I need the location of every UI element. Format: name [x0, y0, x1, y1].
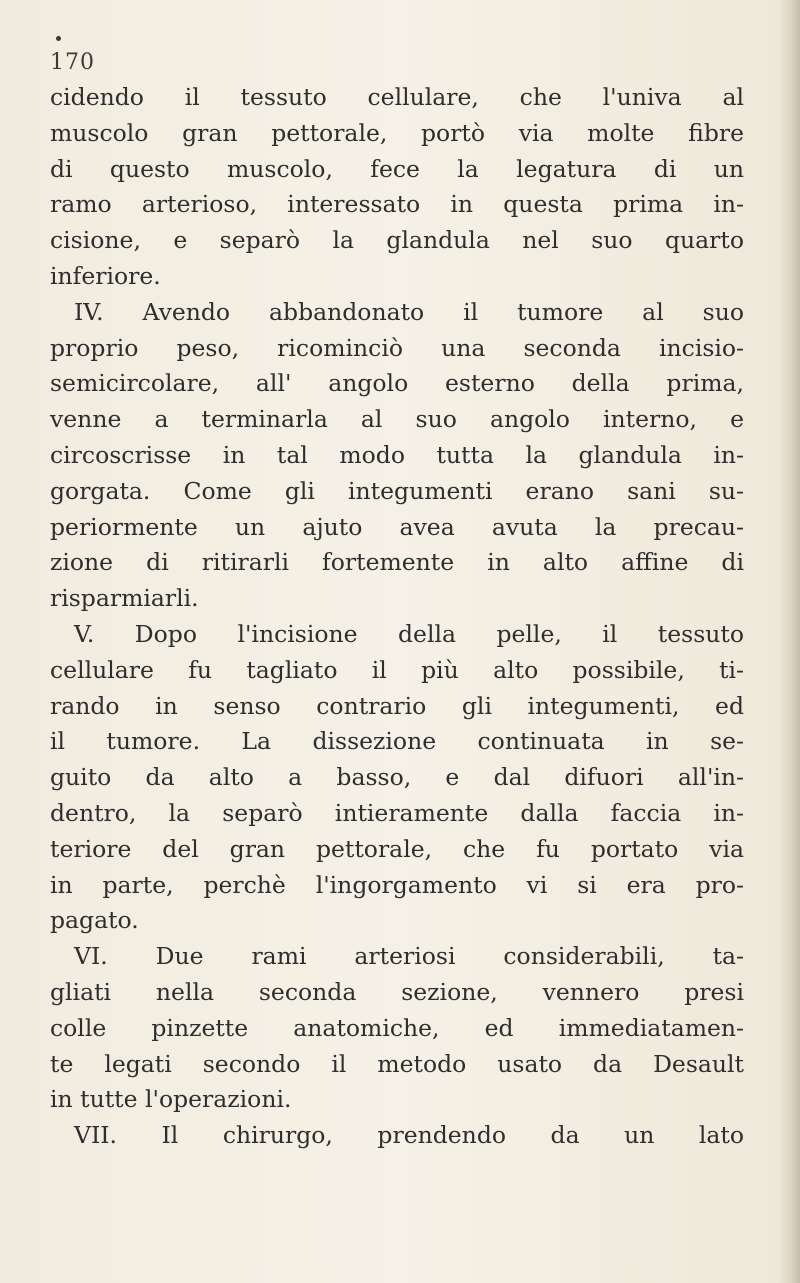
text-line: te legati secondo il metodo usato da Desault: [50, 1049, 744, 1078]
text-line: muscolo gran pettorale, portò via molte fibre: [50, 118, 744, 147]
text-line: periormente un ajuto avea avuta la precau-: [50, 512, 744, 541]
text-line: di questo muscolo, fece la legatura di un: [50, 154, 744, 183]
text-line: gorgata. Come gli integumenti erano sani su-: [50, 476, 744, 505]
text-line: V. Dopo l'incisione della pelle, il tessuto: [74, 619, 744, 648]
text-line: dentro, la separò intieramente dalla faccia in-: [50, 798, 744, 827]
page-number: 170: [50, 50, 95, 75]
text-line: rando in senso contrario gli integumenti, ed: [50, 691, 744, 720]
text-line: cisione, e separò la glandula nel suo quarto: [50, 226, 744, 255]
text-line: VI. Due rami arteriosi considerabili, ta-: [74, 942, 744, 971]
text-line: cidendo il tessuto cellulare, che l'univa al: [50, 83, 744, 111]
body-text: [50, 80, 744, 1154]
text-line: IV. Avendo abbandonato il tumore al suo: [74, 297, 744, 326]
text-line: colle pinzette anatomiche, ed immediatamen-: [50, 1013, 744, 1042]
text-line: teriore del gran pettorale, che fu portato via: [50, 834, 744, 863]
ink-dot: [56, 36, 61, 41]
text-line: risparmiarli.: [50, 584, 199, 613]
text-line: venne a terminarla al suo angolo interno, e: [50, 405, 744, 434]
text-line: semicircolare, all' angolo esterno della prima,: [50, 369, 744, 398]
text-line: in tutte l'operazioni.: [50, 1085, 292, 1114]
text-line: VII. Il chirurgo, prendendo da un lato: [74, 1121, 744, 1150]
text-line: il tumore. La dissezione continuata in se-: [50, 727, 744, 756]
text-line: gliati nella seconda sezione, vennero presi: [50, 977, 744, 1006]
text-line: inferiore.: [50, 261, 161, 290]
text-line: circoscrisse in tal modo tutta la glandula in-: [50, 440, 744, 469]
text-line: proprio peso, ricominciò una seconda incisio-: [50, 333, 744, 362]
text-line: zione di ritirarli fortemente in alto affine di: [50, 548, 744, 577]
text-line: in parte, perchè l'ingorgamento vi si era pro-: [50, 870, 744, 899]
text-line: guito da alto a basso, e dal difuori all'in-: [50, 763, 744, 792]
page-edge-shadow: [778, 0, 800, 1283]
text-line: ramo arterioso, interessato in questa prima in-: [50, 190, 744, 219]
text-line: pagato.: [50, 906, 139, 935]
text-line: cellulare fu tagliato il più alto possibile, ti-: [50, 655, 744, 684]
